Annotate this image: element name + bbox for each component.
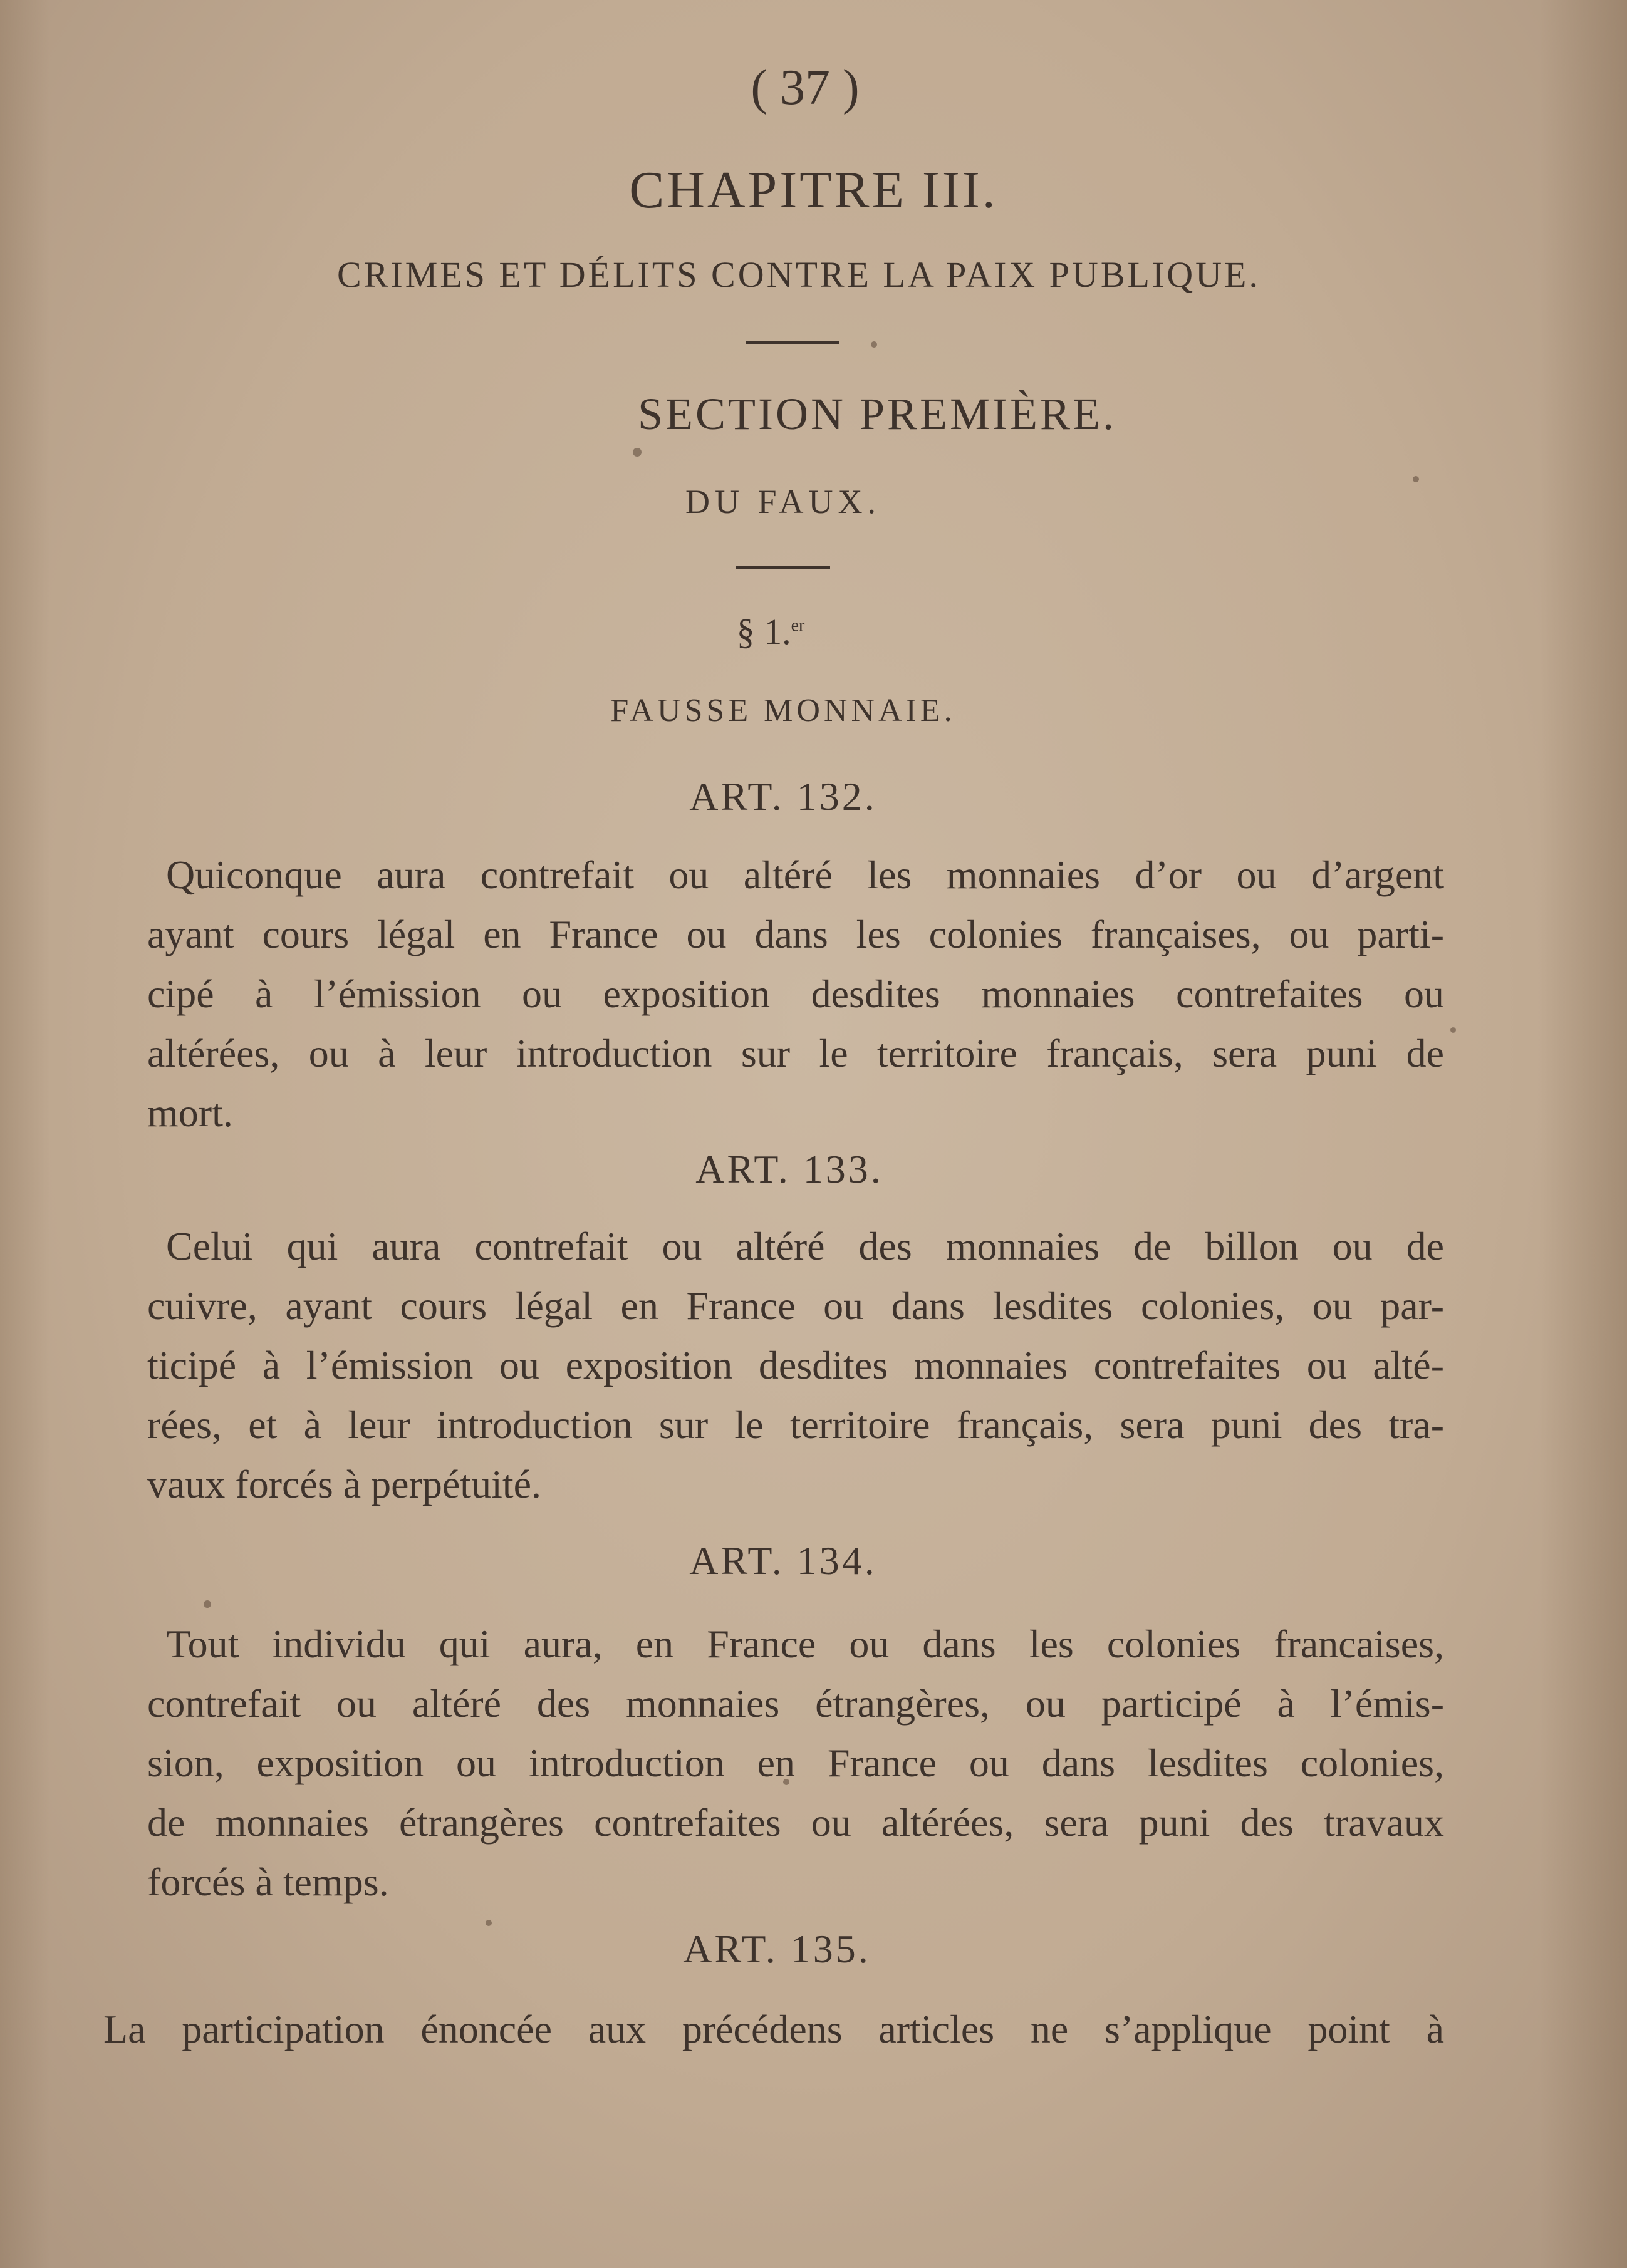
page-number: ( 37 ) — [751, 60, 860, 115]
paper-speck — [871, 341, 877, 348]
paragraph-mark — [720, 611, 821, 653]
article-heading: ART. 135. — [683, 1927, 871, 1971]
chapter-subtitle: CRIMES ET DÉLITS CONTRE LA PAIX PUBLIQUE. — [337, 254, 1261, 295]
paragraph-mark-superscript: er — [791, 616, 805, 636]
paper-speck — [486, 1920, 492, 1926]
article-line: Quiconque aura contrefait ou altéré les monnaies d’or ou d’argent — [166, 852, 1444, 897]
article-line: Tout individu qui aura, en France ou dans les colonies francaises, — [166, 1622, 1444, 1666]
article-line: sion, exposition ou introduction en France ou dans lesdites colonies, — [147, 1741, 1444, 1785]
article-line: La participation énoncée aux précédens articles ne s’applique point à — [103, 2007, 1444, 2051]
divider-rule — [736, 566, 830, 569]
paper-speck — [1450, 1027, 1456, 1033]
page-edge-shadow-left — [0, 0, 50, 2268]
article-line: de monnaies étrangères contrefaites ou altérées, sera puni des travaux — [147, 1800, 1444, 1845]
article-heading: ART. 134. — [689, 1538, 877, 1583]
article-line: ticipé à l’émission ou exposition desdites monnaies contrefaites ou alté- — [147, 1343, 1444, 1387]
section-subtitle: DU FAUX. — [685, 483, 881, 520]
article-heading: ART. 133. — [695, 1147, 883, 1191]
article-line: contrefait ou altéré des monnaies étrangères, ou participé à l’émis- — [147, 1681, 1444, 1726]
page-edge-shadow — [1539, 0, 1627, 2268]
article-line: mort. — [147, 1090, 233, 1135]
section-title: SECTION PREMIÈRE. — [637, 389, 1117, 439]
article-line: altérées, ou à leur introduction sur le territoire français, sera puni de — [147, 1031, 1444, 1075]
paragraph-title: FAUSSE MONNAIE. — [610, 693, 956, 728]
divider-rule — [746, 341, 839, 344]
article-line: forcés à temps. — [147, 1860, 389, 1904]
article-line: Celui qui aura contrefait ou altéré des monnaies de billon ou de — [166, 1224, 1444, 1268]
article-line: rées, et à leur introduction sur le territoire français, sera puni des tra- — [147, 1402, 1444, 1447]
article-line: vaux forcés à perpétuité. — [147, 1462, 542, 1506]
paper-speck — [204, 1600, 211, 1608]
paper-speck — [1413, 476, 1419, 482]
paragraph-mark-number: § 1. — [736, 611, 791, 652]
article-heading: ART. 132. — [689, 774, 877, 819]
article-line: cuivre, ayant cours légal en France ou dans lesdites colonies, ou par- — [147, 1283, 1444, 1328]
chapter-title: CHAPITRE III. — [629, 161, 998, 219]
article-line: cipé à l’émission ou exposition desdites monnaies contrefaites ou — [147, 971, 1444, 1016]
article-line: ayant cours légal en France ou dans les colonies françaises, ou parti- — [147, 912, 1444, 956]
paper-speck — [633, 448, 642, 457]
